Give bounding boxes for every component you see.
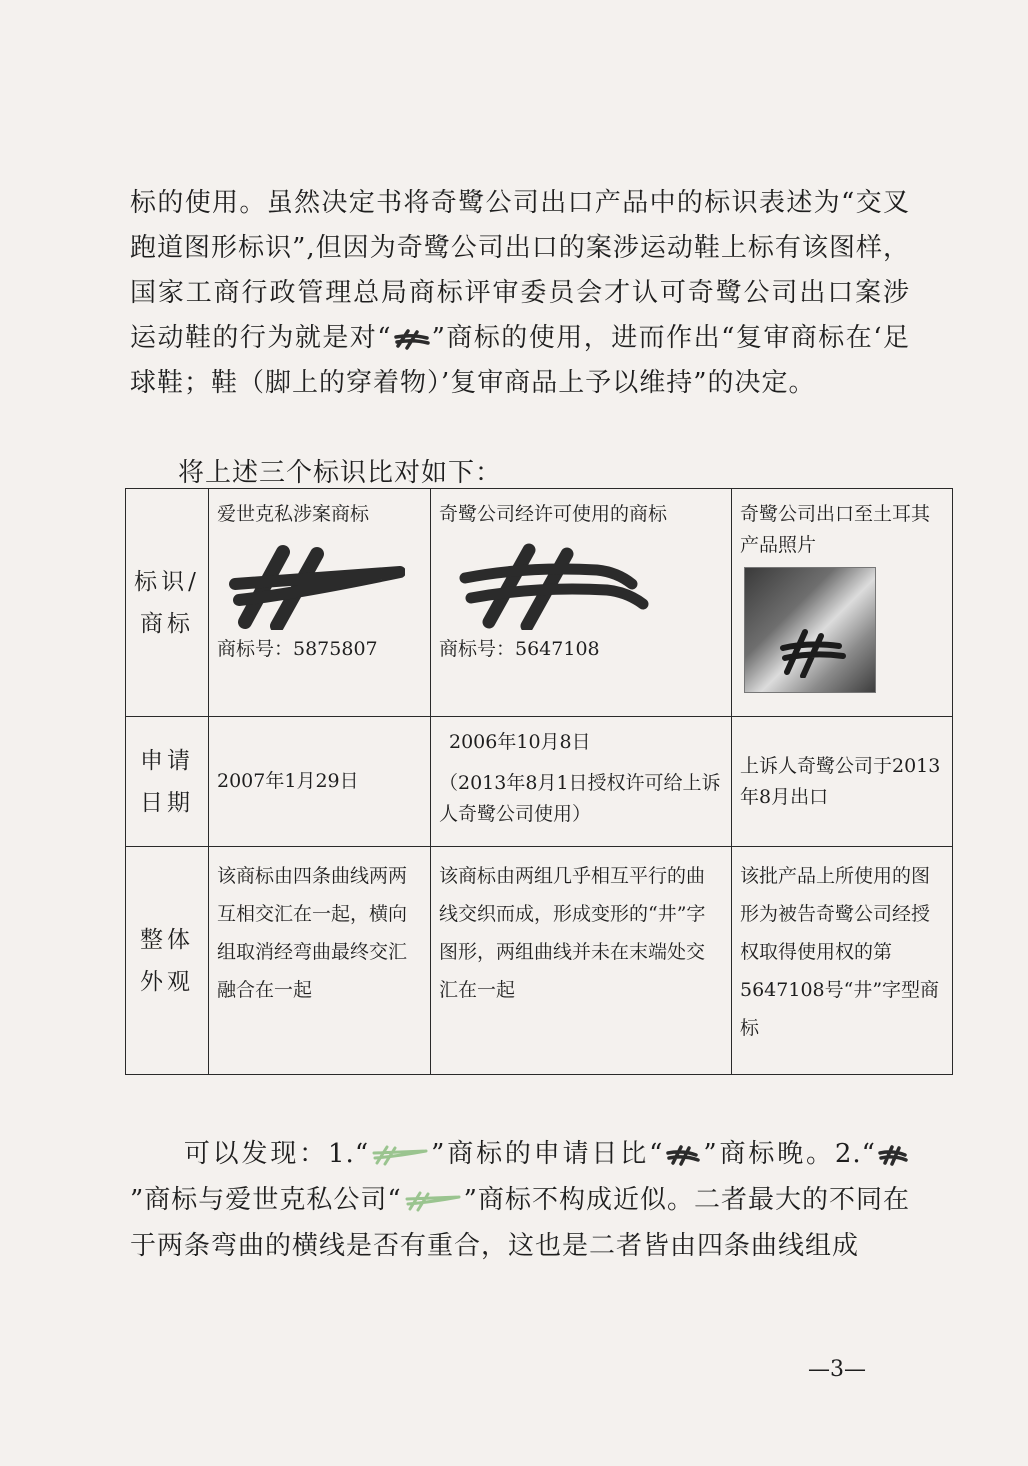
- qilu-date-cell: [431, 717, 732, 847]
- row-header-appearance: 整体外观: [126, 847, 209, 1075]
- asics-trademark-icon: [371, 1144, 429, 1166]
- qilu-trademark-icon: [878, 1144, 908, 1166]
- qilu-mark-reg-no: 商标号：5647108: [439, 638, 600, 660]
- page-number: —3—: [808, 1357, 866, 1382]
- qilu-date: 2006年10月8日: [449, 731, 591, 753]
- qilu-trademark-icon: [447, 540, 667, 630]
- asics-mark-title: 爱世克私涉案商标: [217, 503, 370, 525]
- export-date: 上诉人奇鹭公司于2013年8月出口: [732, 717, 953, 847]
- export-photo-cell: [732, 489, 953, 717]
- asics-mark-cell: [209, 489, 431, 717]
- qilu-appearance: 该商标由两组几乎相互平行的曲线交织而成，形成变形的“井”字图形，两组曲线并未在末端处交汇在一起: [431, 847, 732, 1075]
- asics-mark-reg-no: 商标号：5875807: [217, 638, 378, 660]
- row-header-mark: 标识/商标: [126, 489, 209, 717]
- qilu-mark-cell: [431, 489, 732, 717]
- intro-paragraph: 标的使用。虽然决定书将奇鹭公司出口产品中的标识表述为“交叉跑道图形标识”,但因为奇鹭公司出口的案涉运动鞋上标有该图样，国家工商行政管理总局商标评审委员会才认可奇鹭公司出口案涉运动鞋的行为就是对“ ”商标的使用，进而作出“复审商标在‘足球鞋；鞋（脚上的穿着物）’复审商品上予以维持”的决定。: [130, 188, 910, 398]
- row-header-date: 申请日期: [126, 717, 209, 847]
- conclusion-paragraph: 可以发现：1.“ ”商标的申请日比“ ”商标晚。2.“”商标与爱世克私公司“ ”商标不构成近似。二者最大的不同在于两条弯曲的横线是否有重合，这也是二者皆由四条曲线组成: [130, 1139, 911, 1261]
- export-photo-title: 奇鹭公司出口至土耳其产品照片: [740, 503, 931, 556]
- asics-trademark-icon: [404, 1190, 462, 1212]
- qilu-trademark-icon: [394, 328, 430, 350]
- asics-trademark-icon: [225, 540, 405, 630]
- export-product-photo: [744, 567, 876, 693]
- qilu-license-note: （2013年8月1日授权许可给上诉人奇鹭公司使用）: [439, 772, 721, 825]
- qilu-mark-title: 奇鹭公司经许可使用的商标: [439, 503, 668, 525]
- asics-appearance: 该商标由四条曲线两两互相交汇在一起，横向组取消经弯曲最终交汇融合在一起: [209, 847, 431, 1075]
- comparison-table: [125, 488, 953, 1075]
- asics-date: 2007年1月29日: [209, 717, 431, 847]
- comparison-intro: 将上述三个标识比对如下：: [178, 458, 503, 488]
- qilu-trademark-icon: [665, 1144, 701, 1166]
- export-appearance: 该批产品上所使用的图形为被告奇鹭公司经授权取得使用权的第5647108号“井”字型商标: [732, 847, 953, 1075]
